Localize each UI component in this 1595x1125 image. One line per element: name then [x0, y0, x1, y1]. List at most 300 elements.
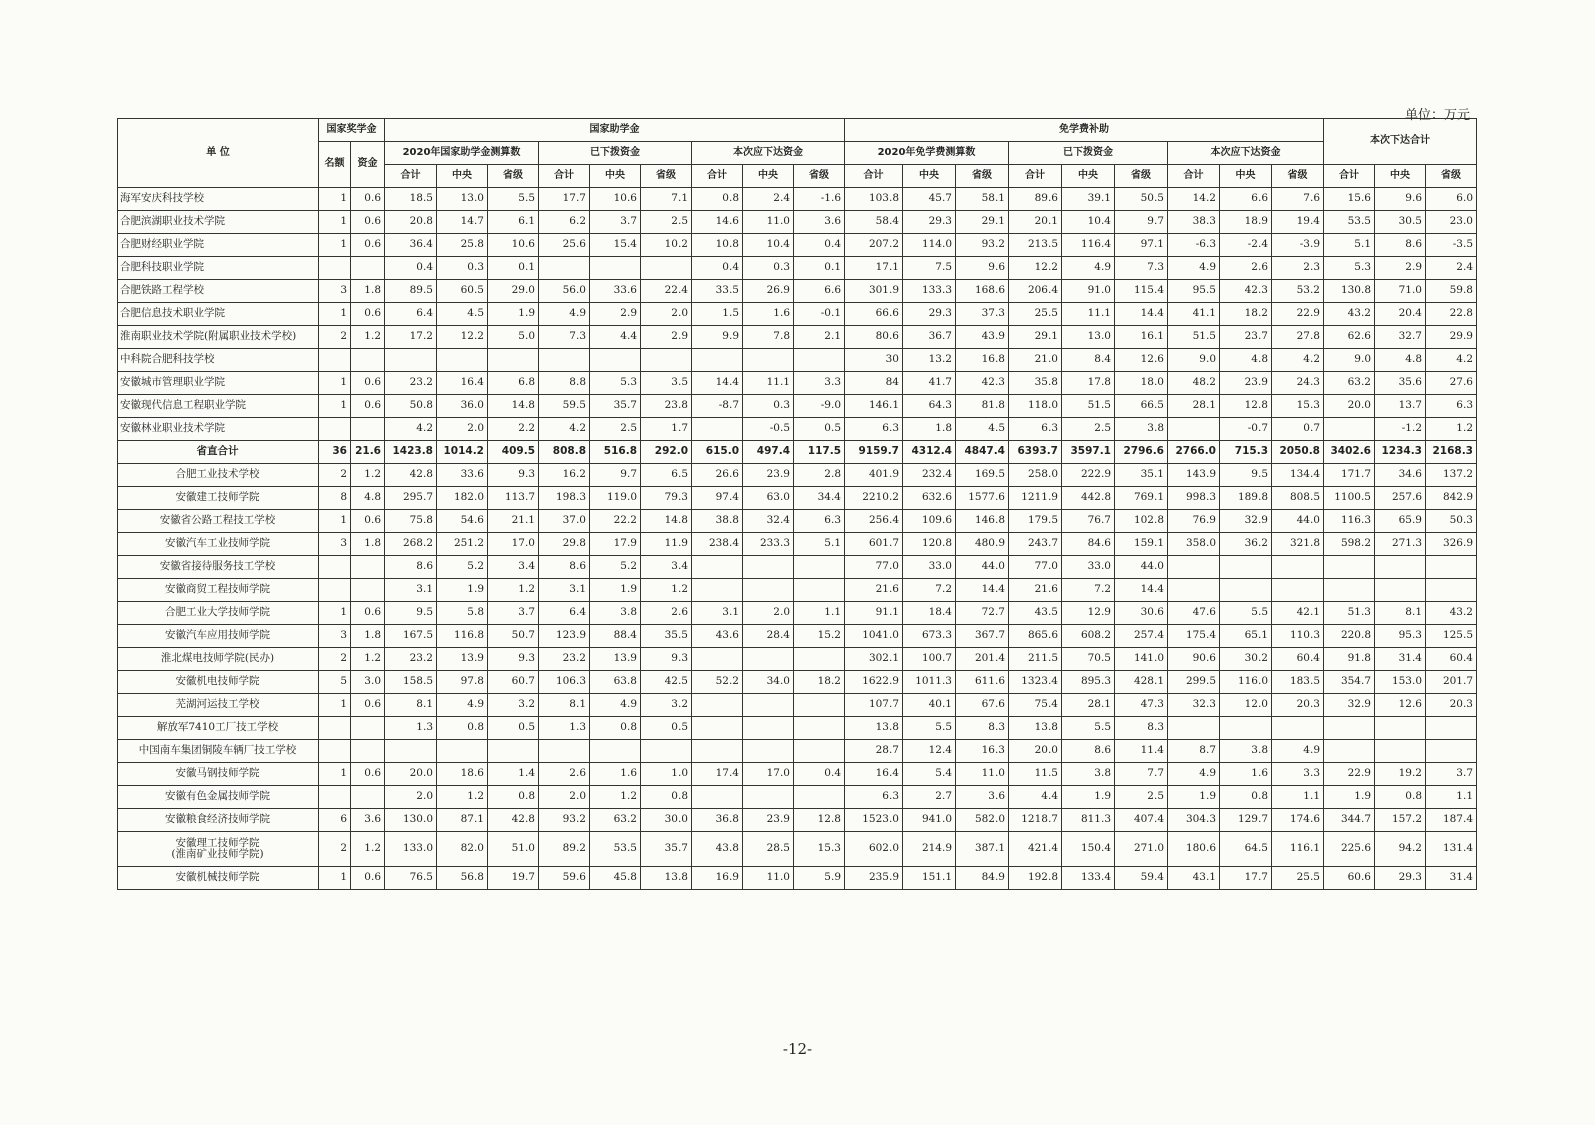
table-row [118, 533, 1477, 556]
value-cell: 1014.2 [437, 441, 488, 464]
value-cell: 22.9 [1324, 763, 1375, 786]
value-cell: 41.7 [903, 372, 956, 395]
value-cell: 174.6 [1272, 809, 1324, 832]
value-cell: 39.1 [1062, 188, 1115, 211]
value-cell: 115.4 [1115, 280, 1168, 303]
value-cell: 51.5 [1062, 395, 1115, 418]
value-cell: 32.4 [743, 510, 794, 533]
unit-name: 合肥工业大学技师学院 [165, 606, 270, 619]
value-cell [1426, 556, 1477, 579]
value-cell: 0.1 [488, 257, 539, 280]
value-cell: 43.9 [956, 326, 1009, 349]
value-cell: 299.5 [1168, 671, 1220, 694]
value-cell: 198.3 [539, 487, 590, 510]
value-cell: 43.6 [692, 625, 743, 648]
value-cell: 44.0 [956, 556, 1009, 579]
value-cell: 17.0 [488, 533, 539, 556]
value-cell: 44.0 [1272, 510, 1324, 533]
unit-name-cell [118, 418, 319, 441]
value-cell: 213.5 [1009, 234, 1062, 257]
value-cell [351, 556, 385, 579]
sub-header-cell: 省级 [641, 165, 692, 188]
unit-name-cell [118, 602, 319, 625]
value-cell: 10.4 [743, 234, 794, 257]
value-cell: 1011.3 [903, 671, 956, 694]
value-cell: 50.8 [385, 395, 437, 418]
value-cell: 42.3 [956, 372, 1009, 395]
value-cell: 2.9 [590, 303, 641, 326]
value-cell [743, 556, 794, 579]
value-cell: 1 [319, 694, 351, 717]
value-cell: 33.5 [692, 280, 743, 303]
value-cell: 9.9 [692, 326, 743, 349]
header-total: 本次下达合计 [1324, 119, 1477, 165]
header-grant-calc: 2020年国家助学金测算数 [385, 142, 539, 165]
value-cell: 109.6 [903, 510, 956, 533]
table-row [118, 257, 1477, 280]
value-cell: 37.3 [956, 303, 1009, 326]
value-cell: 2 [319, 464, 351, 487]
value-cell: 28.1 [1168, 395, 1220, 418]
value-cell: 38.8 [692, 510, 743, 533]
value-cell: 76.5 [385, 867, 437, 890]
value-cell: 301.9 [845, 280, 903, 303]
table-row [118, 234, 1477, 257]
value-cell: 34.0 [743, 671, 794, 694]
value-cell: 32.9 [1324, 694, 1375, 717]
value-cell: 40.1 [903, 694, 956, 717]
value-cell: 9.3 [488, 464, 539, 487]
value-cell: 116.3 [1324, 510, 1375, 533]
value-cell: 5 [319, 671, 351, 694]
value-cell: 1234.3 [1375, 441, 1426, 464]
value-cell: 3.0 [351, 671, 385, 694]
value-cell: 47.3 [1115, 694, 1168, 717]
value-cell: 192.8 [1009, 867, 1062, 890]
unit-name-cell [118, 326, 319, 349]
value-cell [743, 740, 794, 763]
value-cell: 137.2 [1426, 464, 1477, 487]
value-cell: 13.0 [1062, 326, 1115, 349]
value-cell [1324, 717, 1375, 740]
value-cell: 6393.7 [1009, 441, 1062, 464]
value-cell: 2.5 [1062, 418, 1115, 441]
value-cell: 36.0 [437, 395, 488, 418]
unit-name-cell [118, 487, 319, 510]
value-cell: 60.6 [1324, 867, 1375, 890]
sub-header-cell: 合计 [692, 165, 743, 188]
table-body [118, 188, 1477, 890]
value-cell: 6.4 [385, 303, 437, 326]
value-cell: 35.5 [641, 625, 692, 648]
value-cell: 442.8 [1062, 487, 1115, 510]
value-cell: 15.6 [1324, 188, 1375, 211]
value-cell: 35.1 [1115, 464, 1168, 487]
unit-name: 合肥工业技术学校 [175, 468, 260, 481]
value-cell: 3402.6 [1324, 441, 1375, 464]
value-cell: 6.3 [794, 510, 845, 533]
value-cell [794, 349, 845, 372]
value-cell: 143.9 [1168, 464, 1220, 487]
value-cell [1426, 717, 1477, 740]
value-cell: 133.0 [385, 832, 437, 867]
value-cell [351, 740, 385, 763]
table-row [118, 625, 1477, 648]
value-cell: 3.3 [1272, 763, 1324, 786]
value-cell: 0.3 [743, 395, 794, 418]
value-cell: 1.6 [590, 763, 641, 786]
value-cell: 81.8 [956, 395, 1009, 418]
value-cell: -9.0 [794, 395, 845, 418]
unit-name-cell [118, 303, 319, 326]
value-cell: 36.8 [692, 809, 743, 832]
sub-header-cell: 中央 [743, 165, 794, 188]
value-cell: 93.2 [956, 234, 1009, 257]
unit-name: 安徽汽车应用技师学院 [165, 629, 270, 642]
sub-header-cell: 省级 [956, 165, 1009, 188]
sub-header-cell: 合计 [845, 165, 903, 188]
value-cell [437, 349, 488, 372]
value-cell: 673.3 [903, 625, 956, 648]
value-cell: 158.5 [385, 671, 437, 694]
value-cell: 4.8 [1375, 349, 1426, 372]
value-cell: 146.1 [845, 395, 903, 418]
header-tuition-issued: 已下拨资金 [1009, 142, 1168, 165]
value-cell: 179.5 [1009, 510, 1062, 533]
value-cell: 14.8 [641, 510, 692, 533]
value-cell: 36 [319, 441, 351, 464]
value-cell: 2.5 [590, 418, 641, 441]
value-cell: 58.4 [845, 211, 903, 234]
value-cell: 26.6 [692, 464, 743, 487]
value-cell: 168.6 [956, 280, 1009, 303]
value-cell: 2.0 [641, 303, 692, 326]
value-cell: 243.7 [1009, 533, 1062, 556]
value-cell: 5.2 [437, 556, 488, 579]
value-cell: -3.9 [1272, 234, 1324, 257]
table-row [118, 740, 1477, 763]
value-cell: 20.0 [385, 763, 437, 786]
value-cell [1272, 717, 1324, 740]
unit-name-cell [118, 533, 319, 556]
value-cell: 582.0 [956, 809, 1009, 832]
header-tuition: 免学费补助 [845, 119, 1324, 142]
table-row [118, 487, 1477, 510]
value-cell: 2.0 [437, 418, 488, 441]
value-cell: 45.8 [590, 867, 641, 890]
value-cell: 44.0 [1115, 556, 1168, 579]
value-cell: 12.8 [1220, 395, 1272, 418]
value-cell: 8 [319, 487, 351, 510]
value-cell: 133.3 [903, 280, 956, 303]
value-cell: 3.7 [590, 211, 641, 234]
value-cell: 5.8 [437, 602, 488, 625]
table-row [118, 418, 1477, 441]
value-cell: 42.1 [1272, 602, 1324, 625]
value-cell: 8.1 [385, 694, 437, 717]
value-cell: 0.8 [1375, 786, 1426, 809]
value-cell: 150.4 [1062, 832, 1115, 867]
value-cell: 1.8 [351, 280, 385, 303]
value-cell [1375, 579, 1426, 602]
unit-name-cell [118, 257, 319, 280]
value-cell: 0.6 [351, 372, 385, 395]
value-cell: 8.1 [1375, 602, 1426, 625]
value-cell: 17.8 [1062, 372, 1115, 395]
value-cell [692, 418, 743, 441]
value-cell: 66.5 [1115, 395, 1168, 418]
value-cell: 29.1 [956, 211, 1009, 234]
value-cell: 3.6 [351, 809, 385, 832]
value-cell: 1.8 [903, 418, 956, 441]
value-cell: 344.7 [1324, 809, 1375, 832]
table-row [118, 717, 1477, 740]
value-cell: 20.3 [1272, 694, 1324, 717]
value-cell: 4.9 [1168, 257, 1220, 280]
value-cell: 15.4 [590, 234, 641, 257]
value-cell: 1.8 [351, 625, 385, 648]
value-cell: 1.2 [351, 832, 385, 867]
value-cell: 268.2 [385, 533, 437, 556]
value-cell: 7.1 [641, 188, 692, 211]
value-cell: 0.6 [351, 694, 385, 717]
value-cell: 159.1 [1115, 533, 1168, 556]
value-cell: 36.2 [1220, 533, 1272, 556]
value-cell: 0.4 [794, 763, 845, 786]
value-cell [743, 579, 794, 602]
value-cell: 0.6 [351, 234, 385, 257]
value-cell: 25.5 [1009, 303, 1062, 326]
value-cell: 18.2 [1220, 303, 1272, 326]
value-cell: 1.2 [488, 579, 539, 602]
value-cell: 1 [319, 763, 351, 786]
value-cell: 43.1 [1168, 867, 1220, 890]
value-cell: 271.0 [1115, 832, 1168, 867]
value-cell: 6.2 [539, 211, 590, 234]
value-cell: 2796.6 [1115, 441, 1168, 464]
value-cell: 4.9 [1168, 763, 1220, 786]
value-cell: 0.8 [488, 786, 539, 809]
value-cell: 5.4 [903, 763, 956, 786]
value-cell [794, 740, 845, 763]
value-cell: 258.0 [1009, 464, 1062, 487]
table-row [118, 349, 1477, 372]
value-cell: 23.9 [1220, 372, 1272, 395]
value-cell: 0.8 [692, 188, 743, 211]
value-cell: 1323.4 [1009, 671, 1062, 694]
value-cell [692, 349, 743, 372]
value-cell: 82.0 [437, 832, 488, 867]
value-cell: 2766.0 [1168, 441, 1220, 464]
value-cell: 91.1 [845, 602, 903, 625]
header-grant: 国家助学金 [385, 119, 845, 142]
unit-name-cell [118, 809, 319, 832]
value-cell [641, 740, 692, 763]
value-cell: 28.7 [845, 740, 903, 763]
value-cell: 32.9 [1220, 510, 1272, 533]
value-cell: 110.3 [1272, 625, 1324, 648]
value-cell: 1.6 [743, 303, 794, 326]
unit-name-secondary: (淮南矿业技师学院) [171, 848, 264, 860]
header-tuition-due: 本次应下达资金 [1168, 142, 1324, 165]
value-cell: 117.5 [794, 441, 845, 464]
value-cell: 257.6 [1375, 487, 1426, 510]
value-cell: 18.4 [903, 602, 956, 625]
value-cell: 2.6 [539, 763, 590, 786]
value-cell: -1.6 [794, 188, 845, 211]
header-tuition-calc: 2020年免学费测算数 [845, 142, 1009, 165]
value-cell [319, 786, 351, 809]
value-cell [319, 579, 351, 602]
value-cell: 32.3 [1168, 694, 1220, 717]
value-cell: 201.4 [956, 648, 1009, 671]
value-cell: 3.8 [590, 602, 641, 625]
value-cell [1220, 556, 1272, 579]
value-cell: 14.4 [1115, 579, 1168, 602]
value-cell [437, 740, 488, 763]
value-cell: 18.5 [385, 188, 437, 211]
value-cell: 15.2 [794, 625, 845, 648]
unit-name-cell [118, 464, 319, 487]
value-cell: 2.9 [1375, 257, 1426, 280]
value-cell: 58.1 [956, 188, 1009, 211]
value-cell: 116.1 [1272, 832, 1324, 867]
value-cell: 2.5 [641, 211, 692, 234]
value-cell: 23.9 [743, 464, 794, 487]
value-cell: 0.8 [590, 717, 641, 740]
value-cell: 22.2 [590, 510, 641, 533]
value-cell: 2.3 [1272, 257, 1324, 280]
value-cell: 8.3 [956, 717, 1009, 740]
value-cell: 52.2 [692, 671, 743, 694]
sub-header-cell: 合计 [1009, 165, 1062, 188]
value-cell: 76.7 [1062, 510, 1115, 533]
value-cell [743, 786, 794, 809]
value-cell [1324, 579, 1375, 602]
value-cell [692, 740, 743, 763]
value-cell: 611.6 [956, 671, 1009, 694]
value-cell: 27.8 [1272, 326, 1324, 349]
value-cell: 8.8 [539, 372, 590, 395]
value-cell: 12.4 [903, 740, 956, 763]
value-cell: 3.1 [539, 579, 590, 602]
value-cell: 1423.8 [385, 441, 437, 464]
value-cell: 6.3 [1009, 418, 1062, 441]
value-cell: 421.4 [1009, 832, 1062, 867]
value-cell: 10.6 [590, 188, 641, 211]
value-cell: 141.0 [1115, 648, 1168, 671]
value-cell: 6.6 [1220, 188, 1272, 211]
value-cell: 2.0 [385, 786, 437, 809]
unit-name-cell [118, 188, 319, 211]
value-cell [692, 579, 743, 602]
value-cell: 13.0 [437, 188, 488, 211]
table-row [118, 763, 1477, 786]
value-cell: 9.6 [956, 257, 1009, 280]
value-cell: 4.8 [1220, 349, 1272, 372]
value-cell: 94.2 [1375, 832, 1426, 867]
unit-name-cell [118, 671, 319, 694]
value-cell: 14.4 [956, 579, 1009, 602]
value-cell: 256.4 [845, 510, 903, 533]
value-cell: 60.4 [1426, 648, 1477, 671]
value-cell: 0.6 [351, 303, 385, 326]
value-cell: 15.3 [1272, 395, 1324, 418]
value-cell: 0.3 [743, 257, 794, 280]
value-cell: 16.2 [539, 464, 590, 487]
value-cell: -0.5 [743, 418, 794, 441]
value-cell: 64.3 [903, 395, 956, 418]
value-cell: 2210.2 [845, 487, 903, 510]
value-cell: 89.6 [1009, 188, 1062, 211]
value-cell [319, 418, 351, 441]
value-cell: 2.0 [743, 602, 794, 625]
table-row [118, 510, 1477, 533]
value-cell [692, 786, 743, 809]
table-row [118, 602, 1477, 625]
value-cell: 84.9 [956, 867, 1009, 890]
value-cell [539, 740, 590, 763]
value-cell: 516.8 [590, 441, 641, 464]
value-cell: 93.2 [539, 809, 590, 832]
table-row [118, 372, 1477, 395]
sub-header-cell: 中央 [437, 165, 488, 188]
value-cell: 16.4 [845, 763, 903, 786]
value-cell: 1.9 [488, 303, 539, 326]
value-cell: 0.4 [692, 257, 743, 280]
value-cell: 14.4 [1115, 303, 1168, 326]
value-cell: 32.7 [1375, 326, 1426, 349]
value-cell: 79.3 [641, 487, 692, 510]
value-cell: 214.9 [903, 832, 956, 867]
value-cell: 15.3 [794, 832, 845, 867]
value-cell: 7.5 [903, 257, 956, 280]
value-cell: 7.3 [1115, 257, 1168, 280]
sub-header-cell: 中央 [903, 165, 956, 188]
unit-name: 中科院合肥科技学校 [120, 353, 215, 366]
sub-header-cell: 省级 [1115, 165, 1168, 188]
value-cell: 1.9 [1062, 786, 1115, 809]
value-cell: 2 [319, 648, 351, 671]
unit-name: 合肥铁路工程学校 [120, 284, 204, 297]
value-cell: 1.5 [692, 303, 743, 326]
value-cell: 206.4 [1009, 280, 1062, 303]
value-cell [351, 717, 385, 740]
value-cell: 43.5 [1009, 602, 1062, 625]
value-cell: 7.2 [903, 579, 956, 602]
value-cell: 77.0 [1009, 556, 1062, 579]
value-cell: 43.2 [1324, 303, 1375, 326]
value-cell: 428.1 [1115, 671, 1168, 694]
value-cell: 5.1 [1324, 234, 1375, 257]
value-cell: 1.2 [437, 786, 488, 809]
value-cell: 4847.4 [956, 441, 1009, 464]
value-cell: 8.4 [1062, 349, 1115, 372]
value-cell: 601.7 [845, 533, 903, 556]
value-cell: 1041.0 [845, 625, 903, 648]
value-cell: 865.6 [1009, 625, 1062, 648]
value-cell: 23.2 [385, 648, 437, 671]
value-cell: 28.4 [743, 625, 794, 648]
value-cell: 3.4 [641, 556, 692, 579]
value-cell: 401.9 [845, 464, 903, 487]
value-cell: 17.0 [743, 763, 794, 786]
value-cell: 22.4 [641, 280, 692, 303]
value-cell: 0.3 [437, 257, 488, 280]
unit-name: 安徽有色金属技师学院 [165, 790, 270, 803]
unit-name: 安徽机电技师学院 [175, 675, 260, 688]
value-cell: 295.7 [385, 487, 437, 510]
